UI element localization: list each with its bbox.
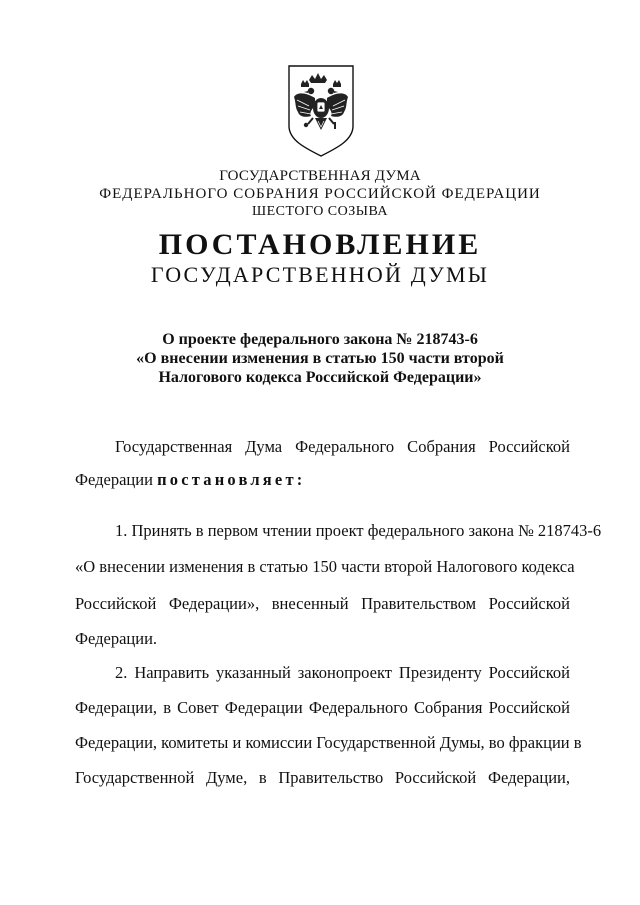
subject-line: Налогового кодекса Российской Федерации» (158, 369, 482, 386)
coat-of-arms-emblem (287, 64, 355, 160)
paragraph-line: Федерации, комитеты и комиссии Государственной Думы, во фракции в (75, 733, 582, 752)
paragraph-line: 2. Направить указанный законопроект Президенту Российской (115, 663, 570, 682)
subject-line: О проекте федерального закона № 218743-6 (162, 331, 478, 348)
convocation-line: ШЕСТОГО СОЗЫВА (251, 204, 389, 219)
paragraph-line: 1. Принять в первом чтении проект федерального закона № 218743-6 (115, 521, 602, 540)
paragraph-line: «О внесении изменения в статью 150 части второй Налогового кодекса (75, 557, 575, 576)
subject-line: «О внесении изменения в статью 150 части второй (136, 350, 504, 367)
resolution-verb: постановляет: (157, 470, 306, 489)
document-subject (0, 330, 640, 387)
paragraph-line: Российской Федерации», внесенный Правительством Российской (75, 594, 570, 613)
preamble-line (75, 470, 570, 490)
paragraph-line: Государственной Думе, в Правительство Российской Федерации, (75, 768, 570, 787)
preamble-text: Федерации (75, 470, 153, 489)
preamble-line: Государственная Дума Федерального Собрания Российской (115, 437, 570, 456)
paragraph-line: Федерации, в Совет Федерации Федерального Собрания Российской (75, 698, 570, 717)
paragraph-line: Федерации. (75, 629, 158, 648)
document-type-subtitle: ГОСУДАРСТВЕННОЙ ДУМЫ (150, 262, 490, 287)
organization-name-line1: ГОСУДАРСТВЕННАЯ ДУМА (219, 168, 421, 184)
document-type-title: ПОСТАНОВЛЕНИЕ (158, 228, 482, 261)
organization-name-line2: ФЕДЕРАЛЬНОГО СОБРАНИЯ РОССИЙСКОЙ ФЕДЕРАЦИИ (99, 186, 541, 202)
